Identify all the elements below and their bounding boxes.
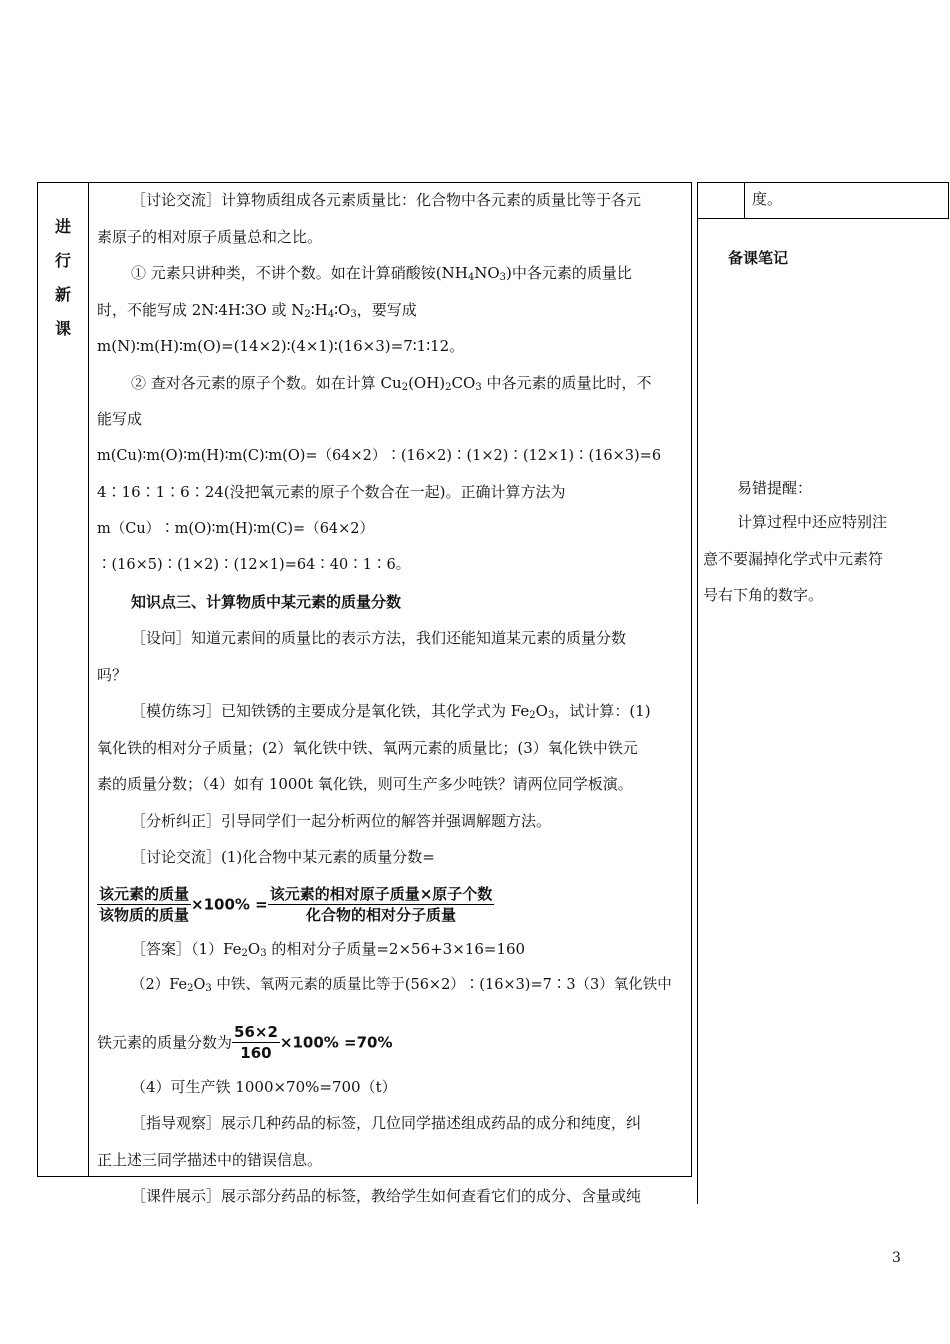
tip-line: 意不要漏掉化学式中元素符 bbox=[703, 549, 884, 568]
paragraph: ［分析纠正］引导同学们一起分析两位的解答并强调解题方法。 bbox=[131, 811, 552, 830]
right-cell-bottom bbox=[697, 218, 949, 219]
fraction: $\frac{\text{该元素的质量}}{\text{该物质的质量}}$ bbox=[99, 884, 190, 924]
right-column-rule bbox=[697, 182, 698, 1204]
paragraph: （4）可生产铁 1000×70%=700（t） bbox=[131, 1077, 397, 1096]
paragraph: m(Cu)∶m(O)∶m(H)∶m(C)∶m(O)=（64×2）∶(16×2)∶(1×2)∶(12×1)∶(16×3)=6 bbox=[97, 447, 662, 464]
fraction: $\frac{56\times 2}{160}$ bbox=[234, 1022, 278, 1062]
formula bbox=[97, 884, 686, 925]
notes-title: 备课笔记 bbox=[728, 249, 789, 267]
section-label-char: 进 bbox=[54, 217, 71, 236]
paragraph: ［设问］知道元素间的质量比的表示方法，我们还能知道某元素的质量分数 bbox=[131, 629, 627, 647]
paragraph: m(N)∶m(H)∶m(O)=(14×2)∶(4×1)∶(16×3)=7∶1∶12。 bbox=[97, 337, 465, 355]
tip-line: 计算过程中还应特别注 bbox=[737, 513, 888, 531]
right-cell-inner bbox=[744, 182, 745, 219]
section-label-char: 课 bbox=[54, 319, 71, 338]
paragraph: ① 元素只讲种类，不讲个数。如在计算硝酸铵$(NH_4NO_3)$中各元素的质量比 bbox=[131, 264, 632, 283]
table-border-right bbox=[691, 182, 692, 1177]
page-number: 3 bbox=[892, 1250, 901, 1266]
section-label-char: 新 bbox=[54, 285, 71, 304]
formula-operator: ×100% = bbox=[191, 895, 268, 913]
paragraph: ② 查对各元素的原子个数。如在计算 $Cu_2(OH)_2CO_3$ 中各元素的质量比时，不 bbox=[131, 373, 652, 393]
table-divider-label bbox=[88, 182, 89, 1177]
paragraph: 能写成 bbox=[97, 410, 143, 428]
paragraph: m（Cu）∶m(O)∶m(H)∶m(C)=（64×2）∶(16×5)∶(1×2)∶(12×1)=64∶40∶1∶6。 bbox=[97, 520, 411, 573]
lesson-content bbox=[97, 182, 686, 1215]
paragraph: 素原子的相对原子质量总和之比。 bbox=[97, 227, 323, 246]
paragraph: ［讨论交流］(1)化合物中某元素的质量分数= bbox=[131, 848, 435, 866]
tip-line: 号右下角的数字。 bbox=[703, 586, 824, 604]
tip-title: 易错提醒： bbox=[737, 479, 813, 497]
paragraph: ［课件展示］展示部分药品的标签，教给学生如何查看它们的成分、含量或纯 bbox=[131, 1187, 642, 1205]
paragraph: 素的质量分数；（4）如有 1000t 氧化铁，则可生产多少吨铁？请两位同学板演。 bbox=[97, 775, 633, 793]
right-cell-top bbox=[697, 182, 949, 183]
paragraph: 4∶16∶1∶6∶24(没把氧元素的原子个数合在一起)。正确计算方法为 bbox=[97, 483, 566, 501]
fraction: $\frac{\text{该元素的相对原子质量×原子个数}}{\text{化合物的相对分子质量}}$ bbox=[269, 884, 493, 924]
paragraph: ［讨论交流］计算物质组成各元素质量比：化合物中各元素的质量比等于各元 bbox=[131, 191, 642, 209]
right-cell-right bbox=[948, 182, 949, 219]
section-label-char: 行 bbox=[54, 251, 71, 270]
right-top-cell-text: 度。 bbox=[752, 190, 783, 208]
paragraph: 时，不能写成 2N∶4H∶3O 或 $N_2∶H_4∶O_3$，要写成 bbox=[97, 300, 417, 320]
paragraph: 氧化铁的相对分子质量；(2）氧化铁中铁、氧两元素的质量比；(3）氧化铁中铁元 bbox=[97, 738, 638, 757]
section-heading: 知识点三、计算物质中某元素的质量分数 bbox=[131, 592, 402, 611]
section-label bbox=[38, 210, 88, 346]
paragraph: ［指导观察］展示几种药品的标签，几位同学描述组成药品的成分和纯度，纠 bbox=[131, 1114, 642, 1132]
paragraph: 吗？ bbox=[97, 665, 128, 684]
paragraph: ［答案$](1)Fe_2O_3$ 的相对分子质量=2×56+3×16=160 bbox=[131, 939, 526, 959]
paragraph: 铁元素的质量分数为 $\frac{56\times 2}{160}$ ×100% =70% bbox=[97, 1022, 393, 1062]
paragraph: ［模仿练习］已知铁锈的主要成分是氧化铁，其化学式为 $Fe_2O_3$，试计算：(1) bbox=[131, 702, 651, 721]
paragraph: 正上述三同学描述中的错误信息。 bbox=[97, 1150, 323, 1169]
tip-body bbox=[703, 504, 913, 614]
paragraph: $(2)Fe_2O_3$ 中铁、氧两元素的质量比等于(56×2）∶(16×3)=7∶3（3）氧化铁中 bbox=[131, 977, 672, 994]
